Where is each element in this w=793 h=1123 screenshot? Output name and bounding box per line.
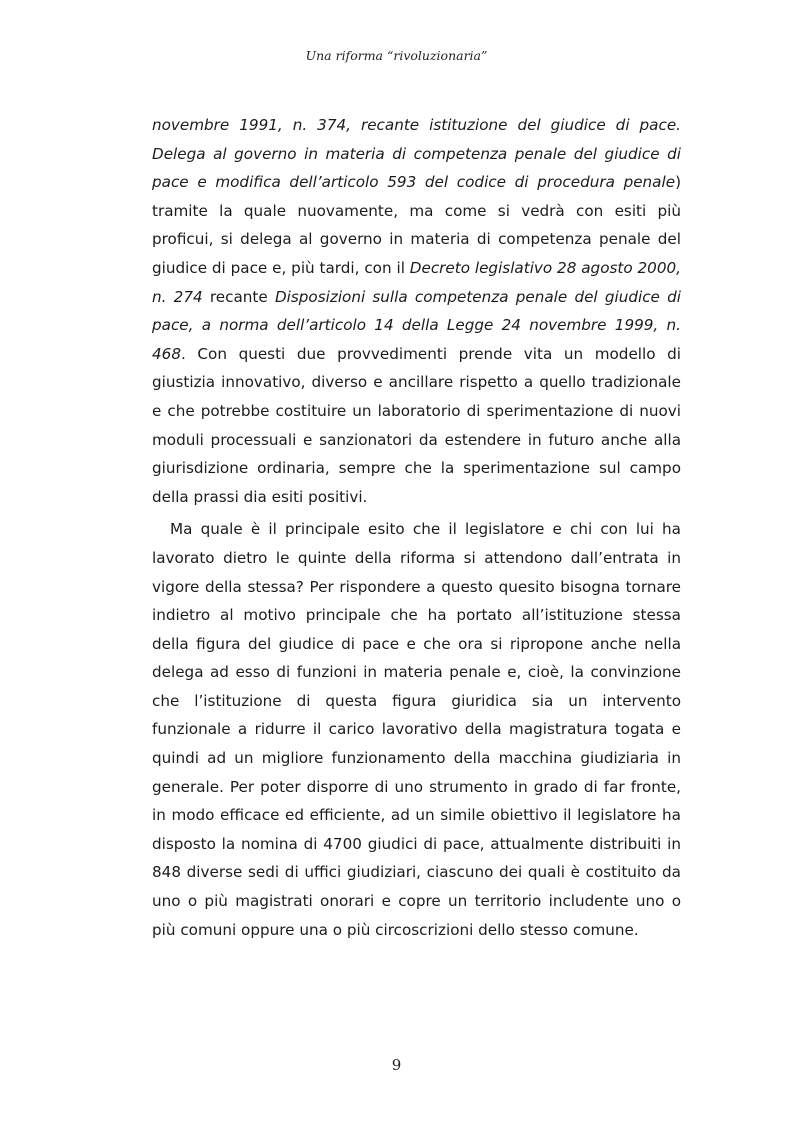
page-number: 9: [391, 1056, 402, 1074]
paragraph-1: [152, 111, 681, 511]
paragraph-1-text-b: recante: [202, 287, 275, 306]
paragraph-2: Ma quale è il principale esito che il legislatore e chi con lui ha lavorato dietro le quinte della riforma si attendono dall’entrata in vigore della stessa? Per rispondere a questo quesito bisogna tornare indietro al motivo principale che ha portato all’istituzione stessa della figura del giudice di pace e che ora si ripropone anche nella delega ad esso di funzioni in materia penale e, cioè, la convinzione che l’istituzione di questa figura giuridica sia un intervento funzionale a ridurre il carico lavorativo della magistratura togata e quindi ad un migliore funzionamento della macchina giudiziaria in generale. Per poter disporre di uno strumento in grado di far fronte, in modo efficace ed efficiente, ad un simile obiettivo il legislatore ha disposto la nomina di 4700 giudici di pace, attualmente distribuiti in 848 diverse sedi di uffici giudiziari, ciascuno dei quali è costituito da uno o più magistrati onorari e copre un territorio includente uno o più comuni oppure una o più circoscrizioni dello stesso comune.: [152, 520, 681, 939]
body-text: [152, 111, 681, 944]
italic-citation-provisions: Disposizioni sulla competenza penale del giudice di pace, a norma dell’articolo 14 della Legge 24 novembre 1999, n. 468: [152, 287, 681, 363]
italic-citation-decree-2000: Decreto legislativo 28 agosto 2000, n. 274: [152, 258, 681, 306]
paragraph-1-text-a: ) tramite la quale nuovamente, ma come si vedrà con esiti più proficui, si delega al governo in materia di competenza penale del giudice di pace e, più tardi, con il: [152, 173, 681, 277]
italic-citation-law-1991: novembre 1991, n. 374, recante istituzione del giudice di pace. Delega al governo in materia di competenza penale del giudice di pace e modifica dell’articolo 593 del codice di procedura penale: [152, 116, 681, 192]
running-header: Una riforma “rivoluzionaria”: [305, 48, 488, 63]
paragraph-1-text-c: . Con questi due provvedimenti prende vita un modello di giustizia innovativo, diverso e ancillare rispetto a quello tradizionale e che potrebbe costituire un laboratorio di sperimentazione di nuovi moduli processuali e sanzionatori da estendere in futuro anche alla giurisdizione ordinaria, sempre che la sperimentazione sul campo della prassi dia esiti positivi.: [152, 344, 681, 506]
